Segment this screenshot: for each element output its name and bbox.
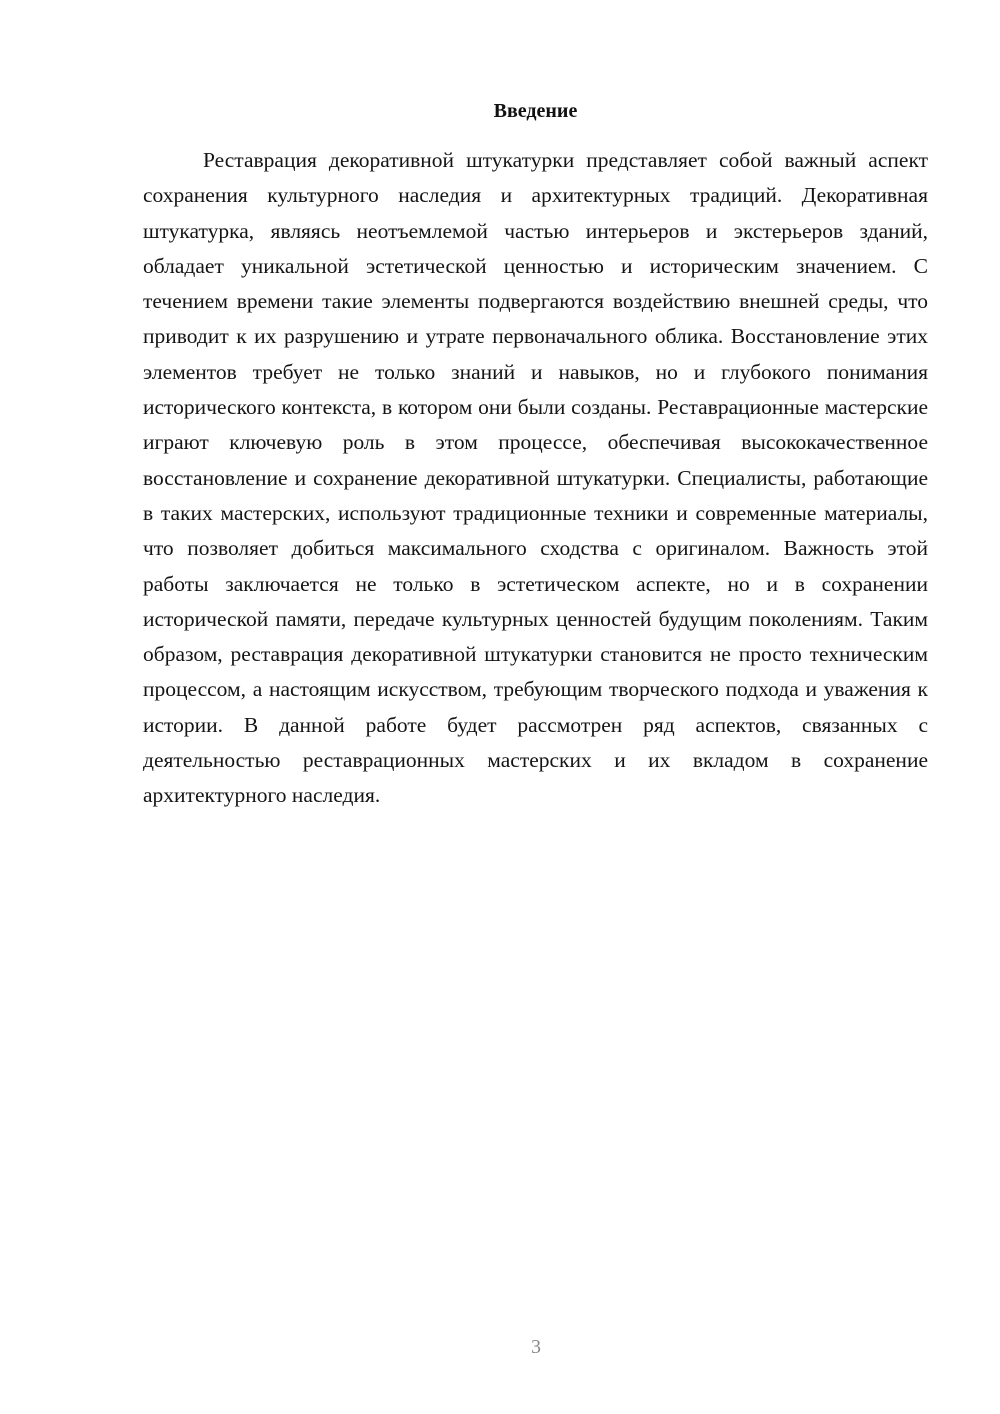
page-number: 3 <box>531 1336 541 1358</box>
section-heading: Введение <box>493 100 578 122</box>
introduction-paragraph: Реставрация декоративной штукатурки представляет собой важный аспект сохранения культурного наследия и архитектурных традиций. Декоративная штукатурка, являясь неотъемлемой частью интерьеров и экстерьеров зданий, обладает уникальной эстетической ценностью и историческим значением. С течением времени такие элементы подвергаются воздействию внешней среды, что приводит к их разрушению и утрате первоначального облика. Восстановление этих элементов требует не только знаний и навыков, но и глубокого понимания исторического контекста, в котором они были созданы. Реставрационные мастерские играют ключевую роль в этом процессе, обеспечивая высококачественное восстановление и сохранение декоративной штукатурки. Специалисты, работающие в таких мастерских, используют традиционные техники и современные материалы, что позволяет добиться максимального сходства с оригиналом. Важность этой работы заключается не только в эстетическом аспекте, но и в сохранении исторической памяти, передаче культурных ценностей будущим поколениям. Таким образом, реставрация декоративной штукатурки становится не просто техническим процессом, а настоящим искусством, требующим творческого подхода и уважения к истории. В данной работе будет рассмотрен ряд аспектов, связанных с деятельностью реставрационных мастерских и их вкладом в сохранение архитектурного наследия. <box>143 148 928 808</box>
